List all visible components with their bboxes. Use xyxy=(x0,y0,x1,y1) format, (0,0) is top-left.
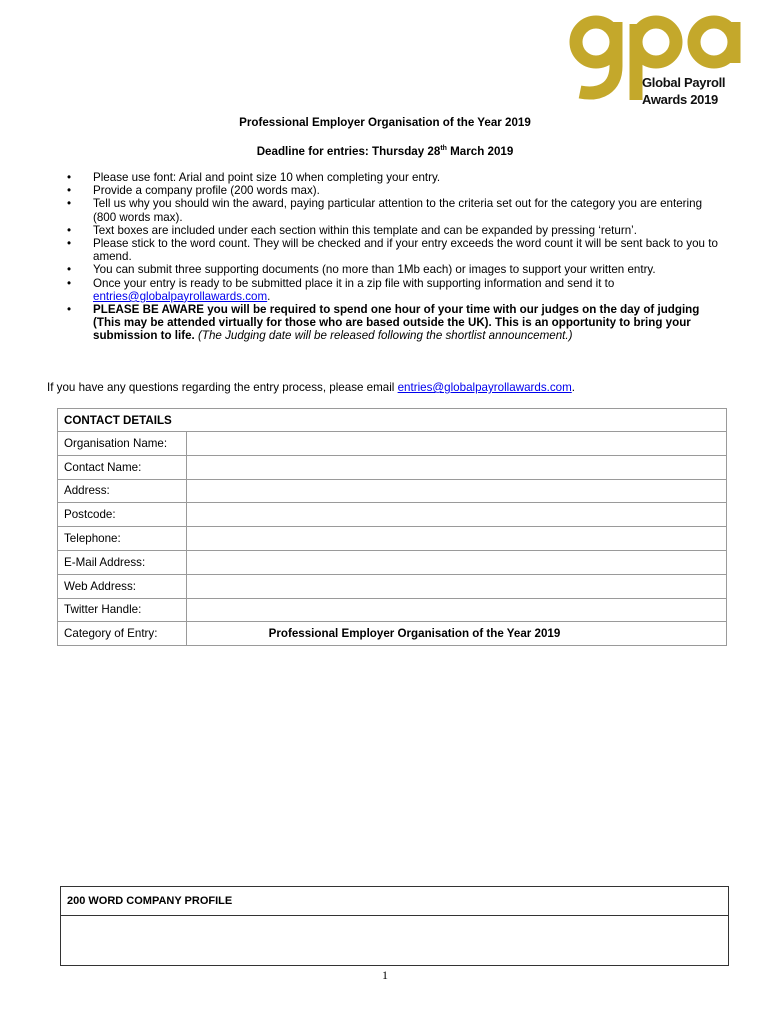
rule-item: • Once your entry is ready to be submitted place it in a zip file with supporting information and send it to entries@globalpayrollawards.com. xyxy=(58,277,728,303)
entry-rules-list xyxy=(58,171,728,343)
field-label: Postcode: xyxy=(58,503,187,527)
table-row xyxy=(58,479,727,503)
field-label: E-Mail Address: xyxy=(58,550,187,574)
company-profile-header: 200 WORD COMPANY PROFILE xyxy=(61,887,728,916)
field-label: Organisation Name: xyxy=(58,432,187,456)
rule-item: • You can submit three supporting documents (no more than 1Mb each) or images to support your written entry. xyxy=(58,263,728,276)
organisation-name-field[interactable] xyxy=(187,432,727,456)
contact-details-table xyxy=(57,408,727,646)
telephone-field[interactable] xyxy=(187,527,727,551)
company-profile-box xyxy=(60,886,729,966)
page-title: Professional Employer Organisation of the Year 2019 xyxy=(239,116,531,129)
field-label: Category of Entry: xyxy=(58,622,187,646)
questions-line: If you have any questions regarding the entry process, please email entries@globalpayrollawards.com. xyxy=(47,381,575,394)
web-address-field[interactable] xyxy=(187,574,727,598)
contact-name-field[interactable] xyxy=(187,455,727,479)
field-label: Telephone: xyxy=(58,527,187,551)
table-row xyxy=(58,622,727,646)
category-of-entry-field[interactable]: Professional Employer Organisation of the Year 2019 xyxy=(187,622,727,646)
table-row xyxy=(58,550,727,574)
address-field[interactable] xyxy=(187,479,727,503)
rule-item-aware: • PLEASE BE AWARE you will be required to spend one hour of your time with our judges on the day of judging (This may be attended virtually for those who are based outside the UK). This is an opportunity to bring your submission to life. (The Judging date will be released following the shortlist announcement.) xyxy=(58,303,728,343)
company-profile-text-area[interactable] xyxy=(61,916,728,966)
rule-item: • Please stick to the word count. They will be checked and if your entry exceeds the word count it will be sent back to you to amend. xyxy=(58,237,728,263)
contact-header-row xyxy=(58,409,727,432)
table-row xyxy=(58,432,727,456)
rule-item: • Provide a company profile (200 words max). xyxy=(58,184,728,197)
questions-email-link[interactable]: entries@globalpayrollawards.com xyxy=(397,381,572,394)
logo-line-1: Global Payroll xyxy=(642,75,726,90)
field-label: Web Address: xyxy=(58,574,187,598)
table-row xyxy=(58,598,727,622)
contact-header: CONTACT DETAILS xyxy=(58,409,727,432)
deadline: Deadline for entries: Thursday 28th March 2019 xyxy=(256,145,514,158)
table-row xyxy=(58,527,727,551)
rule-item: • Please use font: Arial and point size 10 when completing your entry. xyxy=(58,171,728,184)
field-label: Contact Name: xyxy=(58,455,187,479)
table-row xyxy=(58,503,727,527)
page-number: 1 xyxy=(382,968,388,982)
email-address-field[interactable] xyxy=(187,550,727,574)
submit-email-link[interactable]: entries@globalpayrollawards.com xyxy=(93,289,268,303)
logo-line-2: Awards 2019 xyxy=(642,92,718,107)
table-row xyxy=(58,455,727,479)
twitter-handle-field[interactable] xyxy=(187,598,727,622)
table-row xyxy=(58,574,727,598)
rule-item: • Tell us why you should win the award, paying particular attention to the criteria set out for the category you are entering (800 words max). xyxy=(58,197,728,223)
field-label: Address: xyxy=(58,479,187,503)
postcode-field[interactable] xyxy=(187,503,727,527)
field-label: Twitter Handle: xyxy=(58,598,187,622)
rule-item: • Text boxes are included under each section within this template and can be expanded by pressing ‘return’. xyxy=(58,224,728,237)
